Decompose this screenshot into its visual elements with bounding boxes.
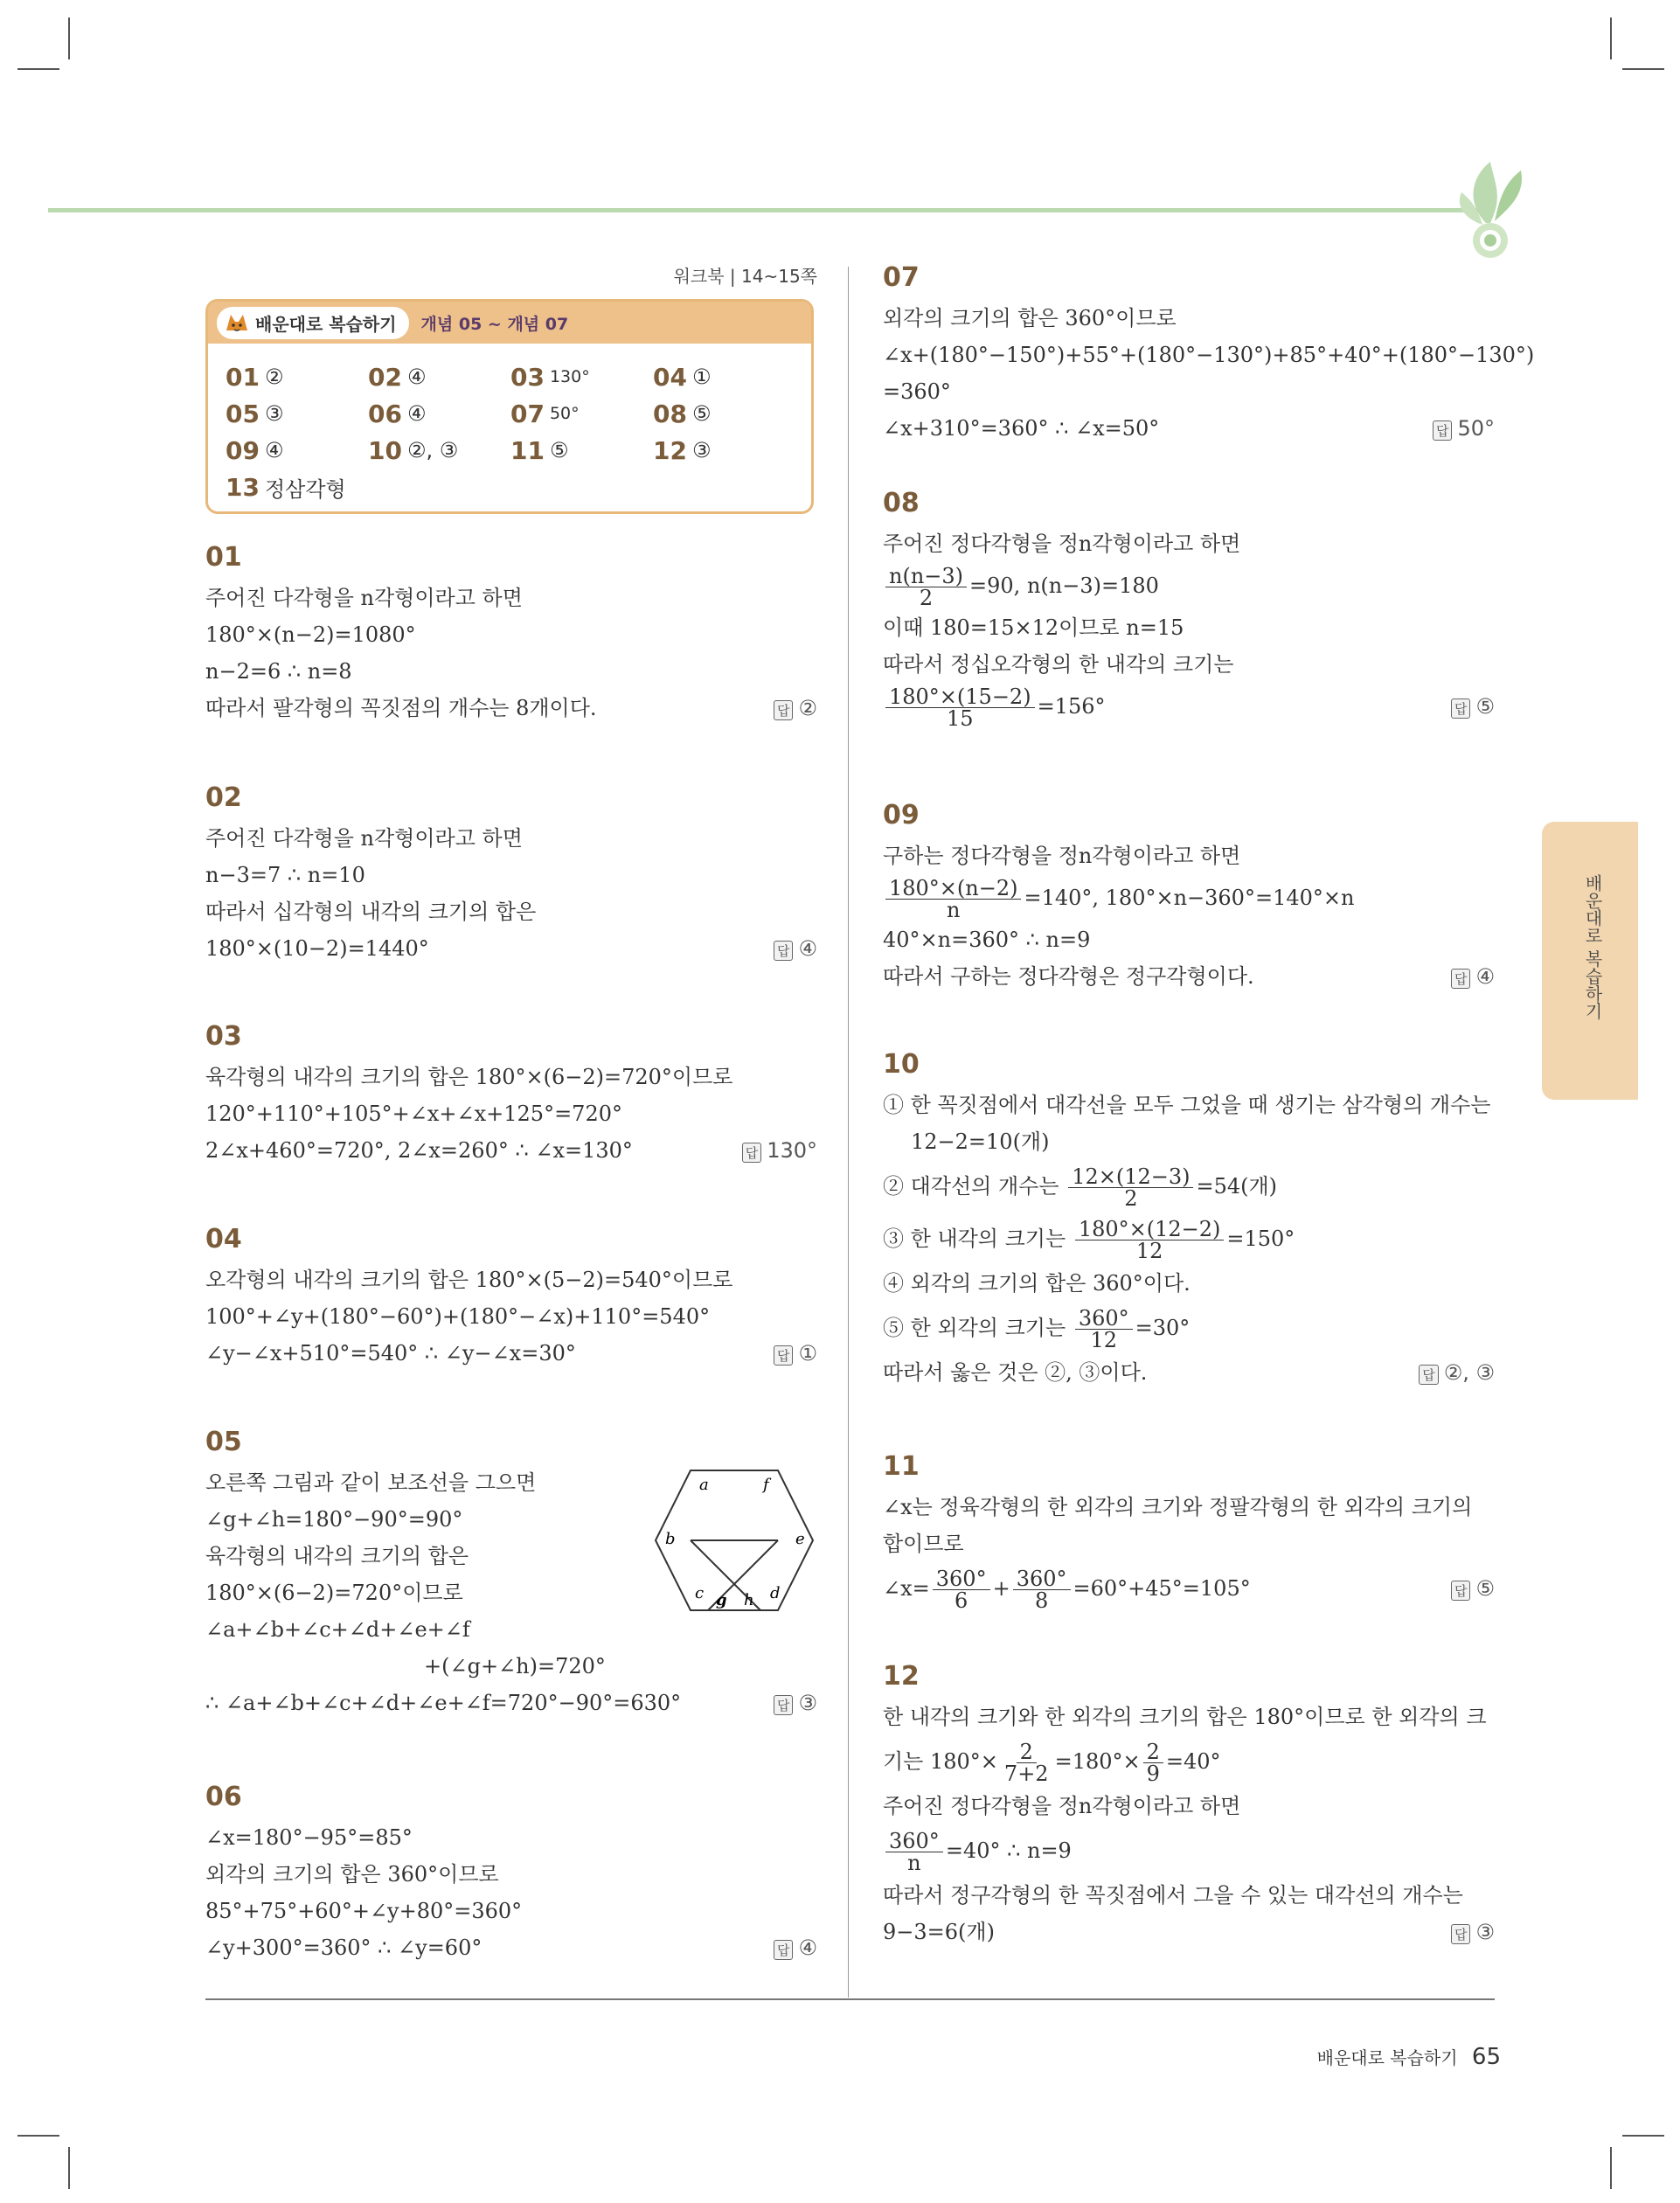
answer-mark-icon: 답 [1451,698,1471,719]
fraction [885,878,1021,921]
answer-item [226,398,368,429]
angle-label: d [770,1584,781,1602]
answer-value: ⑤ [1475,1576,1495,1601]
solution-line: 주어진 정다각형을 정n각형이라고 하면 [883,1794,1241,1818]
fraction-numerator: 180°×(n−2) [885,878,1021,900]
problem-02 [205,782,817,967]
answer-value: ④ [1475,964,1495,989]
solution-line: 한 내각의 크기와 한 외각의 크기의 합은 180°이므로 한 외각의 크 [883,1705,1487,1729]
answer-value: ②, ③ [1443,1360,1495,1385]
answer-label [1451,964,1495,989]
answer-label [774,936,817,961]
solution-line: 구하는 정다각형을 정n각형이라고 하면 [883,844,1241,868]
solution-line [883,1562,1251,1615]
problem-05 [205,1427,817,1721]
equation-text: ⑤ 한 외각의 크기는 [883,1316,1066,1340]
column-divider [848,267,849,1998]
solution-line: ∴ ∠a+∠b+∠c+∠d+∠e+∠f=720°−90°=630° [205,1691,682,1715]
answer-value: ④ [798,936,817,961]
fraction [1068,1166,1193,1209]
answer-value: ④ [798,1935,817,1960]
answer-value: ① [691,365,712,389]
answer-value: 130° [549,367,590,386]
leaf-ornament-icon [1451,144,1530,267]
answer-value: ③ [691,438,712,462]
review-badge [217,307,409,339]
fraction [1143,1741,1163,1784]
review-answer-box [205,299,814,514]
answer-grid [226,361,802,503]
fraction-numerator: 360° [933,1568,990,1590]
solution-line [883,562,1495,609]
answer-number: 13 [226,472,260,502]
angle-label: b [665,1530,676,1548]
answer-value: ③ [1475,1920,1495,1944]
fox-mascot-icon [224,311,250,334]
crop-mark [1610,2147,1612,2189]
answer-value: 50° [1457,416,1495,441]
hexagon-figure [651,1463,817,1621]
problem-number: 07 [883,262,920,293]
equation-text: =40° [1165,1749,1221,1774]
answer-value: ② [264,365,284,389]
problem-12 [883,1661,1495,1950]
fraction-numerator: 2 [1017,1741,1037,1763]
solution-line: 100°+∠y+(180°−60°)+(180°−∠x)+110°=540° [205,1304,711,1329]
equation-text: =40° ∴ n=9 [945,1838,1072,1863]
solution-line: 9−3=6(개) [883,1920,995,1944]
crop-mark [17,2135,59,2137]
answer-mark-icon: 답 [774,1940,794,1960]
solution-line: =360° [883,379,951,404]
fraction [1075,1219,1225,1261]
problem-number: 08 [883,488,920,518]
answer-number: 07 [510,399,545,428]
problem-number: 04 [205,1224,242,1254]
answer-number: 12 [653,435,687,465]
solution-line: 180°×(n−2)=1080° [205,622,416,647]
header-rule [48,208,1482,212]
crop-mark [68,17,70,59]
solution-line [883,1302,1495,1354]
solution-line: n−3=7 ∴ n=10 [205,863,365,887]
fraction-numerator: n(n−3) [885,566,967,587]
fraction-numerator: 360° [885,1831,943,1852]
answer-item [510,361,653,393]
solution-line: 따라서 옳은 것은 ②, ③이다. [883,1360,1148,1385]
solution-line: ∠x+(180°−150°)+55°+(180°−130°)+85°+40°+(180°−130°) [883,343,1535,367]
equation-text: ∠x= [883,1576,930,1601]
solution-line: ∠g+∠h=180°−90°=90° [205,1507,463,1532]
footer-label: 배운대로 복습하기 [1316,2047,1458,2068]
equation-text: =30° [1135,1316,1191,1340]
fraction-denominator: 2 [1124,1186,1138,1211]
answer-number: 02 [368,362,402,392]
answer-item [226,471,795,503]
solution-line [883,1213,1495,1265]
answer-item [653,361,795,393]
fraction-numerator: 12×(12−3) [1068,1166,1193,1188]
answer-number: 08 [653,399,687,428]
review-header [208,302,811,344]
answer-mark-icon: 답 [1433,420,1453,441]
angle-label: c [695,1584,705,1602]
answer-number: 09 [226,435,260,465]
solution-line [883,1160,1495,1213]
equation-text: =156° [1037,694,1106,719]
answer-label [1451,1576,1495,1601]
solution-line: 외각의 크기의 합은 360°이므로 [205,1862,499,1887]
crop-mark [17,68,59,70]
solution-line: 12−2=10(개) [911,1129,1050,1154]
answer-mark-icon: 답 [1419,1365,1439,1385]
solution-line: 육각형의 내각의 크기의 합은 [205,1544,469,1568]
angle-label: e [795,1530,805,1548]
solution-line: ∠x+310°=360° ∴ ∠x=50° [883,416,1160,441]
answer-value: ③ [264,401,284,426]
answer-value: ②, ③ [406,438,459,462]
problem-number: 10 [883,1049,920,1080]
solution-line: 외각의 크기의 합은 360°이므로 [883,306,1177,330]
answer-item [368,361,510,393]
solution-line: 180°×(6−2)=720°이므로 [205,1581,463,1605]
solution-line: ∠y+300°=360° ∴ ∠y=60° [205,1935,482,1960]
fraction [933,1568,990,1611]
crop-mark [68,2147,70,2189]
answer-number: 04 [653,362,687,392]
equation-text: 기는 180°× [883,1749,998,1774]
answer-value: ② [798,696,817,720]
answer-item [226,361,368,393]
fraction-denominator: 2 [919,586,934,610]
fraction [885,1831,943,1873]
equation-text: ② 대각선의 개수는 [883,1174,1059,1199]
fraction-denominator: 12 [1135,1239,1163,1263]
fraction-denominator: 9 [1146,1762,1160,1786]
crop-mark [1622,68,1664,70]
solution-line [883,1824,1495,1877]
answer-label [1451,1920,1495,1944]
solution-line: 따라서 십각형의 내각의 크기의 합은 [205,900,537,924]
solution-line: 180°×(10−2)=1440° [205,936,429,961]
solution-line: 주어진 정다각형을 정n각형이라고 하면 [883,532,1241,556]
problem-number: 12 [883,1661,920,1692]
answer-label [774,1935,817,1960]
answer-value: ⑤ [691,401,712,426]
answer-value: ③ [798,1691,817,1715]
fraction-numerator: 180°×(15−2) [885,686,1035,708]
solution-line: ∠y−∠x+510°=540° ∴ ∠y−∠x=30° [205,1341,576,1366]
answer-item [510,398,653,429]
problem-07 [883,262,1535,447]
solution-line [883,874,1495,921]
answer-number: 06 [368,399,402,428]
section-side-tab [1542,822,1638,1100]
answer-label [774,1691,817,1715]
answer-number: 05 [226,399,260,428]
answer-item [368,398,510,429]
crop-mark [1610,17,1612,59]
answer-label [1419,1360,1495,1385]
answer-mark-icon: 답 [774,1345,794,1366]
answer-mark-icon: 답 [1451,969,1471,989]
fraction-numerator: 360° [1075,1308,1133,1330]
answer-mark-icon: 답 [774,941,794,961]
solution-line: ∠x는 정육각형의 한 외각의 크기와 정팔각형의 한 외각의 크기의 [883,1495,1473,1519]
review-range: 개념 05 ~ 개념 07 [420,314,569,334]
answer-value: ① [798,1341,817,1366]
solution-line: 2∠x+460°=720°, 2∠x=260° ∴ ∠x=130° [205,1138,633,1163]
solution-line: 합이므로 [883,1532,964,1556]
crop-mark [1622,2135,1664,2137]
bottom-rule [205,1998,1495,2000]
equation-text: =90, n(n−3)=180 [969,573,1159,598]
equation-text: =150° [1226,1227,1295,1251]
solution-line: ∠a+∠b+∠c+∠d+∠e+∠f [205,1617,470,1642]
problem-03 [205,1021,817,1169]
solution-line [883,683,1105,730]
fraction-denominator: 7+2 [1003,1762,1049,1786]
page-number: 65 [1471,2044,1501,2070]
answer-value: ④ [406,365,427,389]
fraction-numerator: 360° [1013,1568,1071,1590]
answer-item [653,398,795,429]
problem-number: 09 [883,800,920,830]
angle-label: h [744,1591,754,1609]
answer-value: ⑤ [549,438,569,462]
answer-label [774,1341,817,1366]
equation-text: =180°× [1054,1749,1141,1774]
solution-line: 주어진 다각형을 n각형이라고 하면 [205,826,523,851]
fraction-denominator: 12 [1090,1328,1117,1352]
fraction-denominator: 8 [1034,1588,1049,1613]
fraction [885,686,1035,729]
fraction [1001,1741,1052,1784]
solution-line: 120°+110°+105°+∠x+∠x+125°=720° [205,1102,622,1126]
solution-line: 따라서 팔각형의 꼭짓점의 개수는 8개이다. [205,696,597,720]
answer-value: ⑤ [1475,694,1495,719]
answer-value: 130° [767,1138,817,1163]
fraction-denominator: 6 [955,1588,968,1613]
answer-mark-icon: 답 [1451,1581,1471,1601]
answer-label [742,1138,817,1163]
solution-line: 85°+75°+60°+∠y+80°=360° [205,1899,523,1923]
answer-number: 01 [226,362,260,392]
problem-06 [205,1782,817,1966]
fraction [1075,1308,1133,1351]
answer-item [226,434,368,466]
solution-line: ① 한 꼭짓점에서 대각선을 모두 그었을 때 생기는 삼각형의 개수는 [883,1093,1491,1117]
fraction [885,566,967,608]
fraction-denominator: n [907,1851,921,1875]
answer-item [510,434,653,466]
solution-line: n−2=6 ∴ n=8 [205,659,352,684]
problem-10 [883,1049,1495,1391]
equation-text: + [992,1576,1010,1601]
solution-line: ④ 외각의 크기의 합은 360°이다. [883,1271,1191,1296]
answer-number: 10 [368,435,402,465]
equation-text: ③ 한 내각의 크기는 [883,1227,1066,1251]
problem-11 [883,1451,1495,1615]
solution-line: +(∠g+∠h)=720° [424,1654,606,1678]
solution-line: 따라서 정십오각형의 한 내각의 크기는 [883,652,1234,677]
fraction-numerator: 180°×(12−2) [1075,1219,1225,1240]
answer-value: ④ [264,438,284,462]
answer-mark-icon: 답 [1451,1924,1471,1944]
answer-value: ④ [406,401,427,426]
answer-mark-icon: 답 [742,1143,762,1163]
problem-04 [205,1224,817,1372]
answer-label [774,696,817,720]
answer-mark-icon: 답 [774,700,794,720]
solution-line: 오른쪽 그림과 같이 보조선을 그으면 [205,1470,537,1495]
solution-line: 오각형의 내각의 크기의 합은 180°×(5−2)=540°이므로 [205,1268,733,1292]
angle-label: f [763,1476,769,1494]
equation-text: =140°, 180°×n−360°=140°×n [1024,886,1355,910]
workbook-ref: 워크북 | 14~15쪽 [673,266,817,287]
solution-line: ∠x=180°−95°=85° [205,1825,413,1850]
equation-text: =60°+45°=105° [1073,1576,1251,1601]
answer-item [368,434,510,466]
answer-label [1433,416,1495,441]
problem-number: 06 [205,1782,242,1812]
problem-01 [205,542,817,726]
fraction-numerator: 2 [1143,1741,1163,1763]
problem-number: 05 [205,1427,242,1457]
angle-label: a [699,1476,709,1494]
problem-number: 02 [205,782,242,813]
solution-line: 이때 180=15×12이므로 n=15 [883,615,1184,640]
problem-number: 03 [205,1021,242,1052]
solution-line: 따라서 정구각형의 한 꼭짓점에서 그을 수 있는 대각선의 개수는 [883,1883,1463,1908]
problem-09 [883,800,1495,995]
fraction [1013,1568,1071,1611]
review-badge-label: 배운대로 복습하기 [255,313,397,335]
answer-number: 11 [510,435,545,465]
problem-08 [883,488,1495,730]
solution-line: 육각형의 내각의 크기의 합은 180°×(6−2)=720°이므로 [205,1065,733,1089]
answer-value: 정삼각형 [264,476,346,502]
equation-text: =54(개) [1196,1174,1278,1199]
answer-item [653,434,795,466]
answer-value: 50° [549,404,580,423]
problem-number: 01 [205,542,242,573]
page-footer [1317,2044,1501,2070]
side-tab-label: 배운대로 복습하기 [1582,874,1603,1020]
fraction-denominator: n [947,898,961,922]
fraction-denominator: 15 [947,706,974,731]
problem-number: 11 [883,1451,920,1482]
answer-number: 03 [510,362,545,392]
solution-line [883,1735,1495,1788]
answer-label [1451,694,1495,719]
angle-label: g [716,1591,727,1609]
solution-line: 주어진 다각형을 n각형이라고 하면 [205,586,523,610]
solution-line: 따라서 구하는 정다각형은 정구각형이다. [883,964,1254,989]
answer-mark-icon: 답 [774,1695,794,1715]
solution-line: 40°×n=360° ∴ n=9 [883,928,1091,952]
